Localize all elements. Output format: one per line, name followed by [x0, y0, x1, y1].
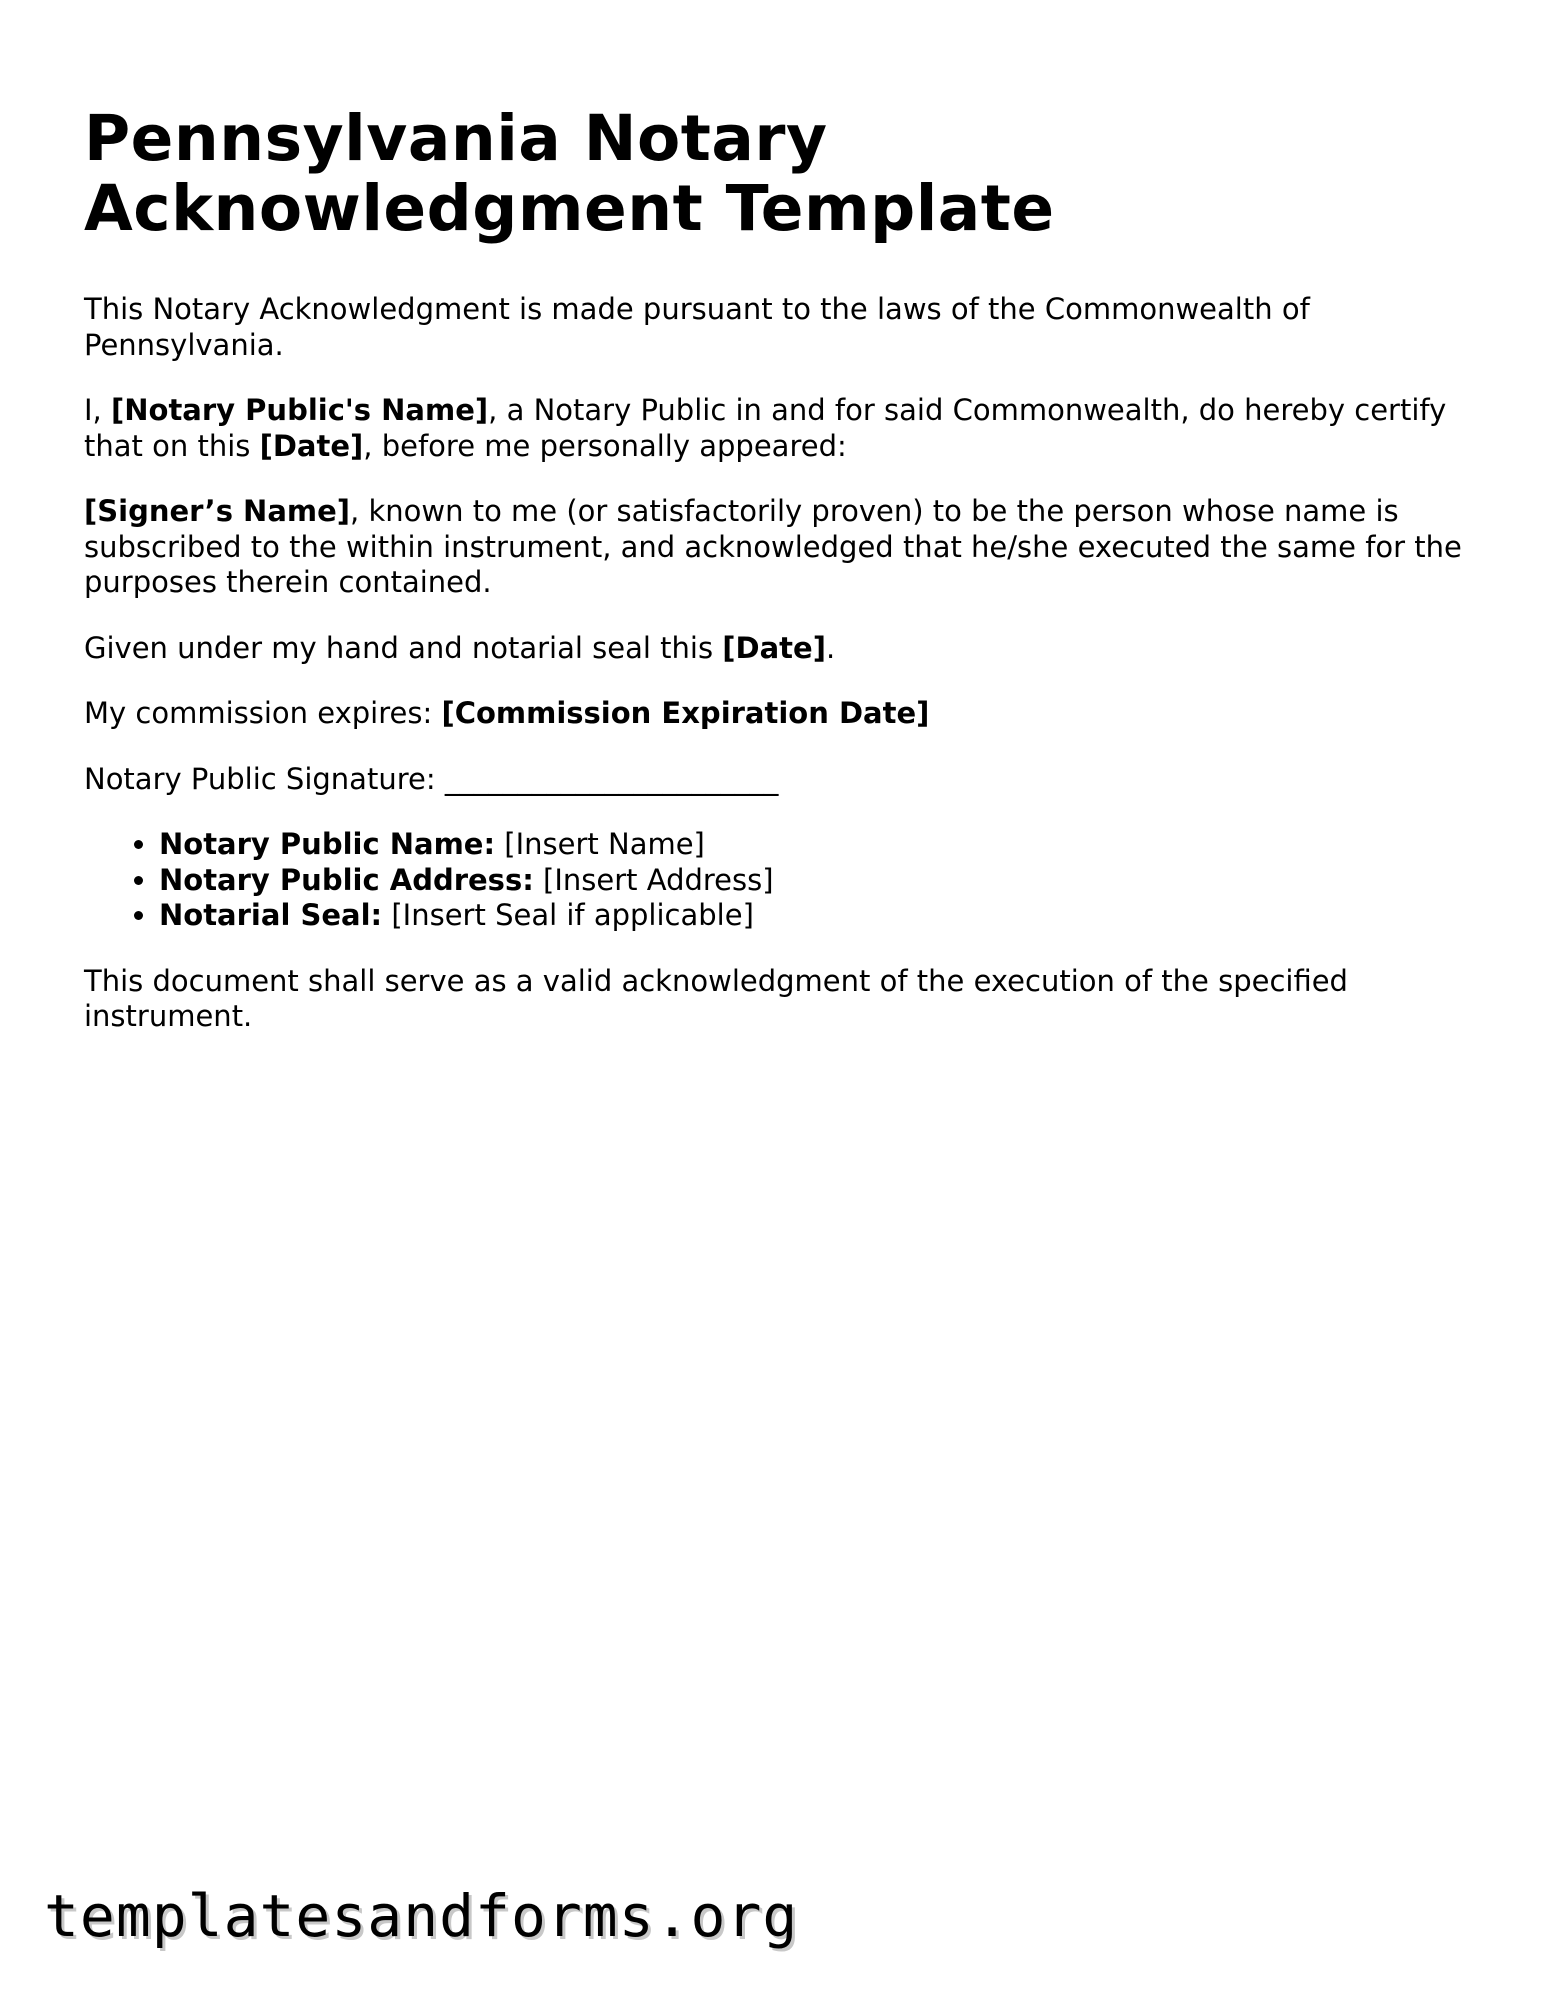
given-date-placeholder: [Date] [722, 630, 826, 665]
certify-suffix: , before me personally appeared: [363, 428, 847, 463]
commission-label: My commission expires: [84, 696, 442, 730]
list-item [159, 863, 1464, 899]
document-title: Pennsylvania Notary Acknowledgment Template [84, 102, 1055, 245]
list-item [159, 827, 1464, 863]
detail-label: Notary Public Address: [159, 862, 534, 897]
certify-middle: , a Notary Public in and for said Commonwealth, do hereby certify that on this [84, 393, 1447, 463]
closing-paragraph: This document shall serve as a valid acknowledgment of the execution of the specified instrument. [84, 963, 1348, 1033]
certify-paragraph [84, 393, 1464, 464]
given-prefix: Given under my hand and notarial seal this [84, 630, 723, 665]
notary-details-list [84, 827, 1464, 934]
commission-placeholder: [Commission Expiration Date] [441, 696, 930, 730]
detail-label: Notarial Seal: [159, 898, 383, 932]
intro-paragraph: This Notary Acknowledgment is made pursuant to the laws of the Commonwealth of Pennsylvania. [84, 292, 1310, 362]
signer-name-placeholder: [Signer’s Name] [84, 494, 351, 528]
certify-date-placeholder: [Date] [259, 428, 364, 463]
list-item [159, 898, 1464, 934]
detail-value: [Insert Address] [533, 862, 774, 897]
notary-name-placeholder: [Notary Public's Name] [111, 393, 489, 427]
certify-prefix: I, [84, 393, 111, 427]
given-suffix: . [825, 630, 836, 665]
detail-value: [Insert Name] [495, 827, 705, 861]
signer-paragraph [84, 494, 1464, 601]
given-paragraph [84, 631, 1464, 667]
detail-label: Notary Public Name: [159, 827, 496, 861]
watermark: templatesandforms.org [44, 1882, 799, 1950]
document-page [84, 104, 1464, 1065]
signer-text: , known to me (or satisfactorily proven) to be the person whose name is subscribed to the within instrument, and acknowledged that he/she executed the same for the purposes therein contained. [84, 494, 1462, 599]
commission-paragraph [84, 696, 1464, 732]
detail-value: [Insert Seal if applicable] [382, 898, 754, 932]
signature-line: Notary Public Signature: _______________________ [84, 761, 779, 796]
